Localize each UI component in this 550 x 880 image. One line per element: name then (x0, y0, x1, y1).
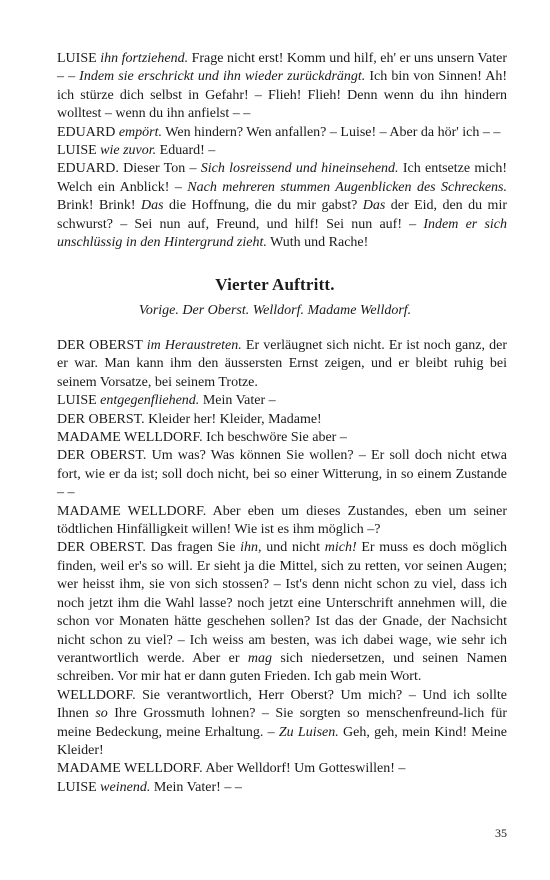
dialogue-paragraph (57, 503, 507, 540)
dialogue-paragraph (57, 124, 507, 142)
dialogue-block-top (57, 50, 507, 252)
stage-direction: Sich losreissend und hineinsehend. (200, 161, 399, 177)
dialogue-paragraph (57, 142, 507, 160)
dialogue-text: DER OBERST. Kleider her! Kleider, Madame! (57, 411, 322, 427)
dialogue-text: und nicht (261, 540, 325, 556)
stage-direction: so (95, 706, 108, 722)
dialogue-text: Ich bin von Sinnen! Ah! ich stürze dich selbst in Gefahr! – Flieh! Flieh! Denn wenn du ihn hindern wolltest – wenn du ihn anfielst – – (57, 69, 507, 122)
dialogue-text: Frage nicht erst! Komm und hilf, eh' er uns unsern Vater – – (57, 51, 507, 85)
dialogue-text: Ihre Grossmuth lohnen? – Sie sorgten so menschenfreund-lich für meine Bedeckung, meine Erhaltung. – (57, 706, 507, 740)
dialogue-text: LUISE (57, 51, 101, 66)
dialogue-text: EDUARD (57, 124, 119, 140)
dialogue-text: DER OBERST. Das fragen Sie (57, 540, 241, 556)
stage-direction: weinend. (100, 779, 151, 795)
stage-direction: wie zuvor. (100, 143, 157, 159)
dialogue-text: LUISE (57, 143, 101, 159)
stage-direction: im Heraustreten. (146, 338, 242, 353)
dialogue-text: der Eid, den du mir schwurst? – Sei nun auf, Freund, und hilf! Sei nun auf! – (57, 198, 507, 232)
dialogue-text: Mein Vater! – – (150, 779, 242, 795)
dialogue-text: Wuth und Rache! (266, 235, 369, 251)
page-number: 35 (495, 826, 507, 840)
stage-direction: ihn fortziehend. (100, 51, 189, 66)
stage-direction: empört. (118, 124, 163, 140)
dialogue-paragraph (57, 760, 507, 778)
dialogue-text: Eduard! – (156, 143, 216, 159)
dialogue-paragraph (57, 392, 507, 410)
dialogue-text: DER OBERST (57, 338, 147, 353)
dialogue-text: Geh, geh, mein Kind! Meine Kleider! (57, 724, 507, 758)
dialogue-text: Er verläugnet sich nicht. Er ist noch ganz, der er war. Man kann ihm den äussersten Ernst zeigen, und er bleibt ruhig bei seinem Vorsatze, bei seinem Trotze. (57, 338, 507, 390)
dialogue-text: Ich entsetze mich! Welch ein Anblick! – (57, 161, 507, 195)
stage-direction: mich! (324, 540, 357, 556)
dialogue-text: die Hoffnung, die du mir gabst? (163, 198, 363, 214)
dialogue-text: LUISE (57, 393, 101, 409)
scene-heading: Vierter Auftritt. (215, 275, 335, 294)
dialogue-text: Er muss es doch möglich finden, weil er's so will. Er sieht ja die Mittel, sich zu retten, vor seinen Augen; wer heisst ihm, sie von sich stossen? – Ist's denn nicht schon zu viel, dass ich noch jetzt ihm die Wahl lasse? noch jetzt eine Unterschrift annehmen will, die schon vor Monaten hätte geschehen sollen? Ist das der Gnade, der Nachsicht nicht schon zu viel? – Ich weiss am besten, was ich dabei wage, wie sehr ich verantwortlich werde. Aber er (57, 540, 507, 666)
dialogue-paragraph (57, 447, 507, 502)
dialogue-text: Wen hindern? Wen anfallen? – Luise! – Aber da hör' ich – – (162, 124, 501, 140)
dialogue-paragraph (57, 160, 507, 252)
dialogue-text: Brink! Brink! (57, 198, 141, 214)
dialogue-text: sich niedersetzen, und seinen Namen schreiben. Vor mir hat er dann guten Frieden. Ich gab mein Wort. (57, 650, 507, 685)
dialogue-paragraph (57, 539, 507, 686)
stage-direction: ihn, (240, 540, 262, 556)
dialogue-text: Mein Vater – (199, 393, 276, 409)
dialogue-text: MADAME WELLDORF. Aber Welldorf! Um Gotteswillen! – (57, 761, 406, 777)
stage-direction: Zu Luisen. (278, 724, 339, 740)
dialogue-block-bottom (57, 337, 507, 797)
dialogue-text: EDUARD. Dieser Ton – (57, 161, 201, 177)
dialogue-text: WELLDORF. Sie verantwortlich, Herr Oberst? Um mich? – Und ich sollte Ihnen (57, 687, 507, 722)
dialogue-paragraph (57, 337, 507, 392)
stage-direction: entgegenfliehend. (100, 393, 200, 409)
dialogue-text: DER OBERST. Um was? Was können Sie wollen? – Er soll doch nicht etwa fort, wie er da ist; soll doch nicht, bei so einer Witterung, in so einem Zustande – – (57, 448, 507, 501)
stage-direction: Das (362, 198, 386, 214)
dialogue-paragraph (57, 50, 507, 124)
stage-direction: mag (247, 650, 272, 666)
stage-direction: Indem er sich unschlüssig in den Hintergrund zieht. (57, 216, 507, 251)
stage-direction: Das (141, 198, 164, 214)
dialogue-paragraph (57, 429, 507, 447)
dialogue-text: MADAME WELLDORF. Ich beschwöre Sie aber – (57, 430, 347, 446)
dialogue-paragraph (57, 687, 507, 761)
scene-subheading: Vorige. Der Oberst. Welldorf. Madame Welldorf. (138, 303, 412, 318)
dialogue-paragraph (57, 411, 507, 429)
dialogue-text: LUISE (57, 779, 101, 795)
stage-direction: Indem sie erschrickt und ihn wieder zurückdrängt. (79, 69, 366, 85)
dialogue-text: MADAME WELLDORF. Aber eben um dieses Zustandes, eben um seiner tödtlichen Hinfälligkeit willen! Wie ist es ihm möglich –? (57, 503, 507, 538)
stage-direction: Nach mehreren stummen Augenblicken des Schreckens. (187, 179, 507, 195)
dialogue-paragraph (57, 779, 507, 797)
